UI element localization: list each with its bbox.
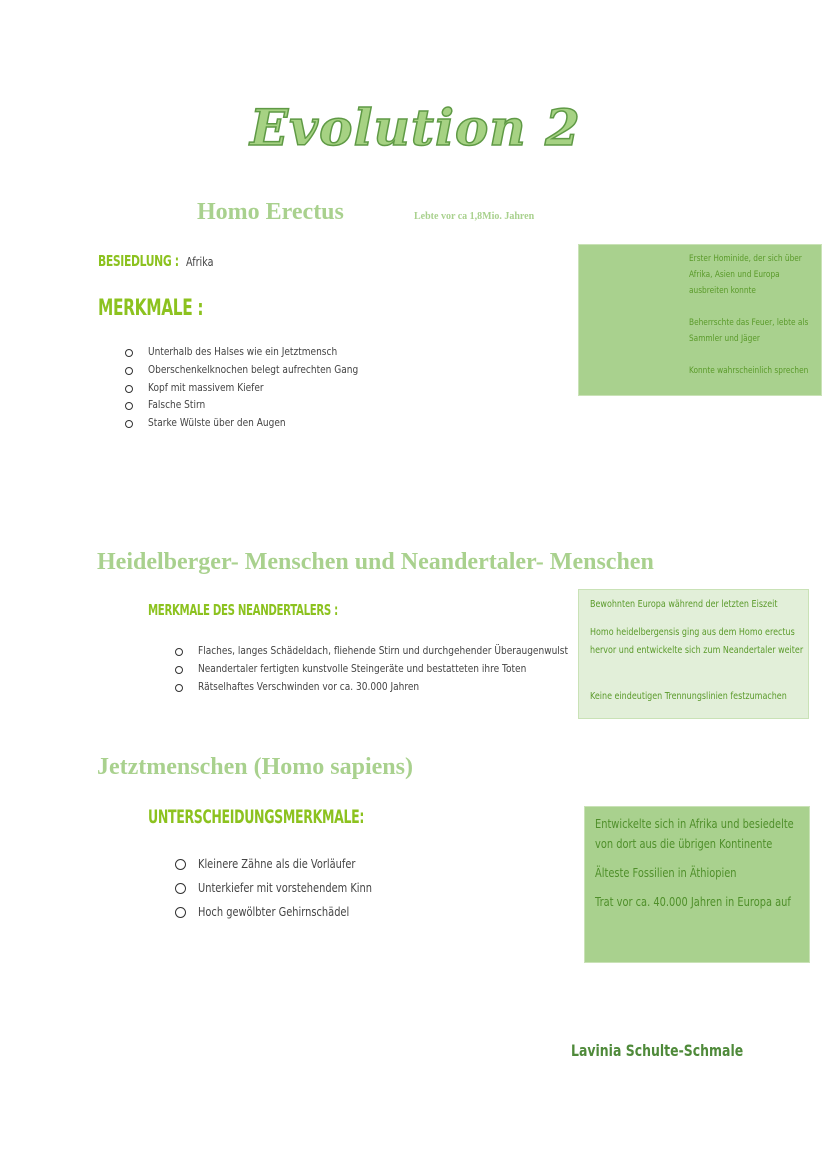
homo-erectus-info-box: [578, 244, 822, 396]
info-box-text: Homo heidelbergensis ging aus dem Homo erectus hervor und entwickelte sich zum Neandertaler weiter: [590, 627, 804, 656]
section-heading-heidelberger: Heidelberger- Menschen und Neandertaler- Menschen: [97, 549, 654, 575]
list-item: Starke Wülste über den Augen: [124, 416, 404, 434]
bullet-circle-icon: [125, 349, 133, 357]
info-box-text: Keine eindeutigen Trennungslinien festzumachen: [590, 691, 787, 702]
list-item: Oberschenkelknochen belegt aufrechten Gang: [124, 363, 404, 381]
info-box-text: Älteste Fossilien in Äthiopien: [595, 866, 737, 880]
heidelberger-info-box: [578, 589, 809, 719]
sapiens-info-box: [584, 806, 810, 963]
bullet-circle-icon: [175, 883, 186, 894]
section-heading-homo-sapiens: Jetztmenschen (Homo sapiens): [97, 754, 413, 780]
bullet-circle-icon: [175, 859, 186, 870]
info-box-text: Konnte wahrscheinlich sprechen: [689, 366, 809, 376]
bullet-circle-icon: [125, 385, 133, 393]
list-item: Flaches, langes Schädeldach, fliehende Stirn und durchgehender Überaugenwulst: [174, 644, 649, 662]
besiedlung-value: Afrika: [186, 255, 214, 269]
bullet-circle-icon: [175, 648, 183, 656]
bullet-circle-icon: [125, 367, 133, 375]
unterscheidungsmerkmale-label: UNTERSCHEIDUNGSMERKMALE:: [148, 806, 365, 828]
list-item: Unterhalb des Halses wie ein Jetztmensch: [124, 345, 404, 363]
merkmale-label: MERKMALE :: [98, 296, 204, 321]
bullet-circle-icon: [125, 402, 133, 410]
info-box-text: Erster Hominide, der sich über Afrika, Asien und Europa ausbreiten konnte: [689, 254, 802, 296]
merkmale-neandertaler-label: MERKMALE DES NEANDERTALERS :: [148, 601, 338, 619]
list-item: Kleinere Zähne als die Vorläufer: [174, 857, 410, 881]
author-signature: Lavinia Schulte-Schmale: [571, 1041, 744, 1060]
list-item: Unterkiefer mit vorstehendem Kinn: [174, 881, 410, 905]
besiedlung-label: BESIEDLUNG :: [98, 252, 179, 270]
section-heading-homo-erectus: Homo Erectus: [197, 199, 344, 225]
info-box-text: Trat vor ca. 40.000 Jahren in Europa auf: [595, 895, 791, 909]
sapiens-merkmale-list: [174, 857, 410, 929]
list-item: Hoch gewölbter Gehirnschädel: [174, 905, 410, 929]
list-item: Rätselhaftes Verschwinden vor ca. 30.000 Jahren: [174, 680, 649, 698]
page-title: Evolution 2: [250, 98, 581, 157]
list-item: Kopf mit massivem Kiefer: [124, 381, 404, 399]
homo-erectus-merkmale-list: [124, 345, 404, 434]
homo-erectus-date-note: Lebte vor ca 1,8Mio. Jahren: [414, 211, 535, 222]
bullet-circle-icon: [175, 907, 186, 918]
list-item: Neandertaler fertigten kunstvolle Steingeräte und bestatteten ihre Toten: [174, 662, 649, 680]
bullet-circle-icon: [175, 666, 183, 674]
bullet-circle-icon: [175, 684, 183, 692]
info-box-text: Bewohnten Europa während der letzten Eiszeit: [590, 599, 778, 610]
info-box-text: Entwickelte sich in Afrika und besiedelte von dort aus die übrigen Kontinente: [595, 817, 794, 851]
info-box-text: Beherrschte das Feuer, lebte als Sammler und Jäger: [689, 318, 809, 344]
list-item: Falsche Stirn: [124, 398, 404, 416]
bullet-circle-icon: [125, 420, 133, 428]
